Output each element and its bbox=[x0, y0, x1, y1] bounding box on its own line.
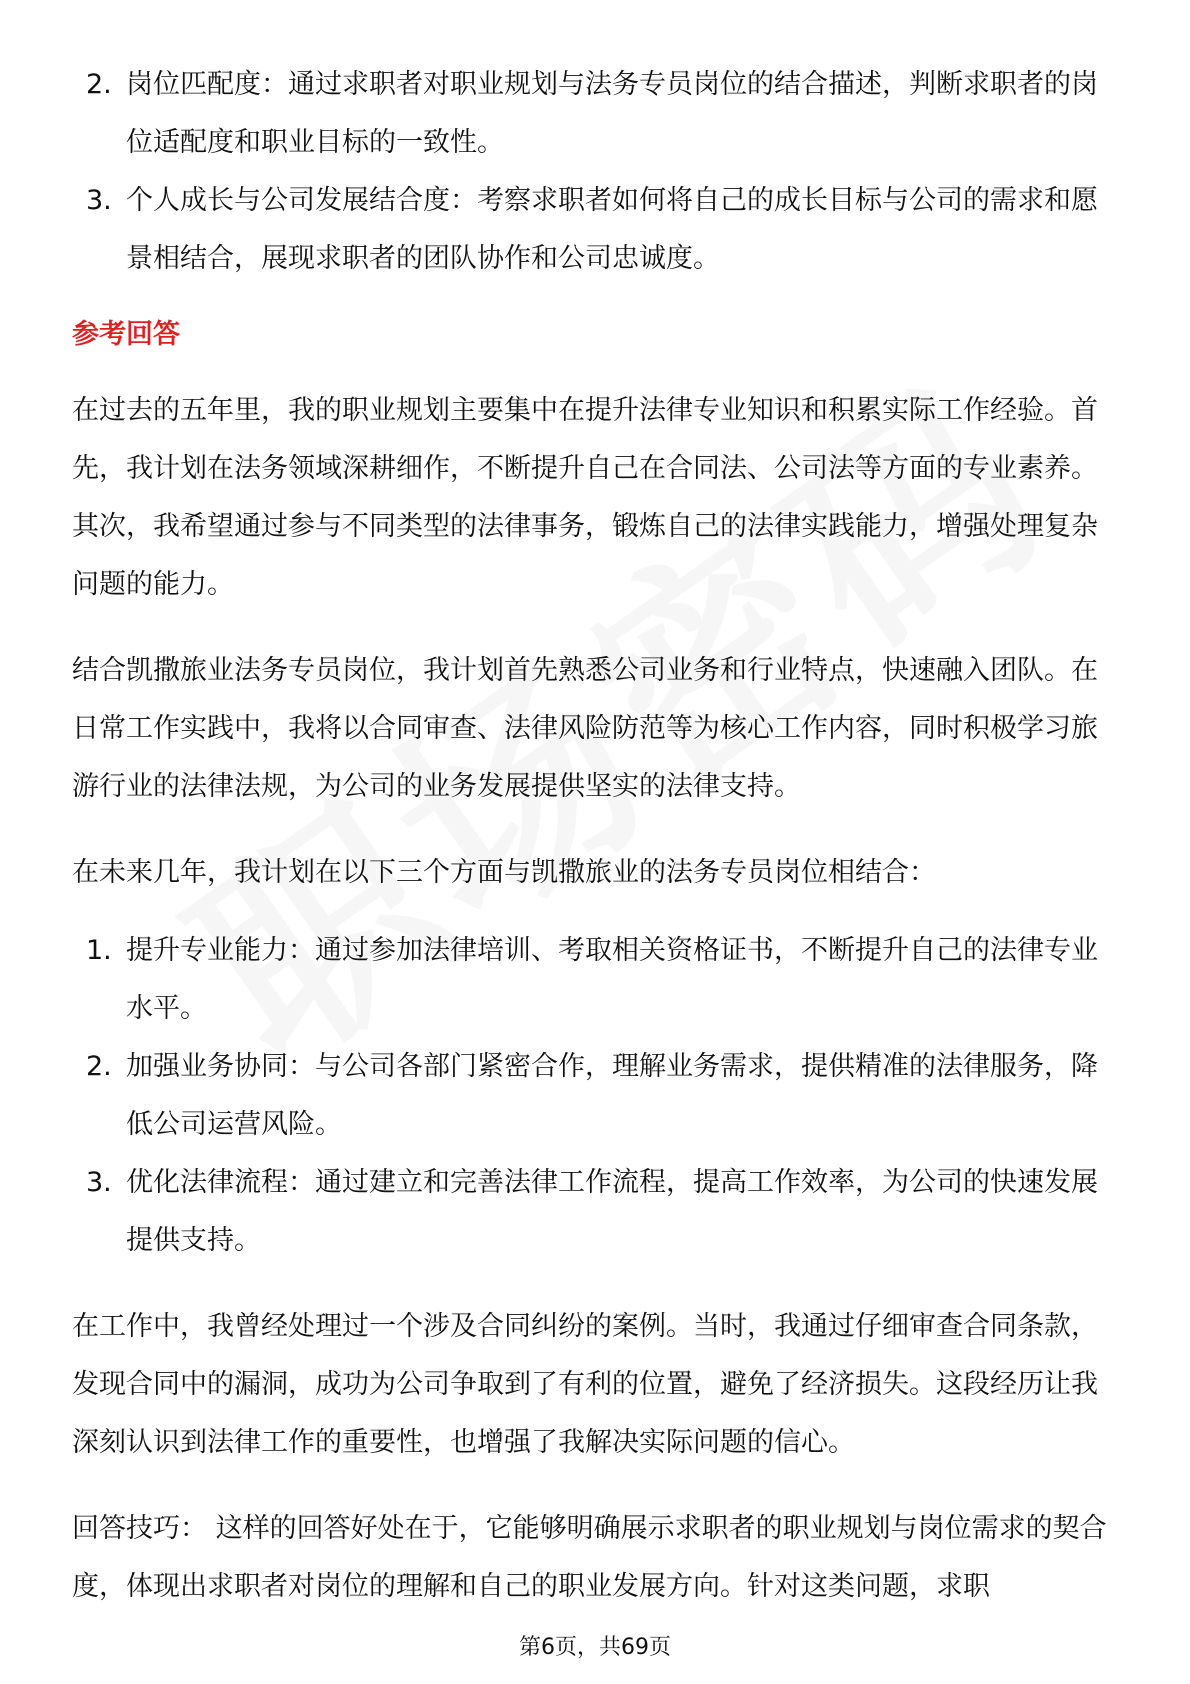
page-footer: 第6页，共69页 bbox=[519, 1635, 671, 1660]
paragraph: 在过去的五年里，我的职业规划主要集中在提升法律专业知识和积累实际工作经验。首先，我计划在法务领域深耕细作，不断提升自己在合同法、公司法等方面的专业素养。其次，我希望通过参与不同类型的法律事务，锻炼自己的法律实践能力，增强处理复杂问题的能力。 bbox=[72, 395, 1098, 600]
criteria-list bbox=[72, 56, 1122, 288]
document-content bbox=[72, 56, 1122, 1644]
list-number: 2. bbox=[86, 1051, 112, 1082]
list-item bbox=[72, 172, 1122, 288]
list-number: 3. bbox=[86, 185, 112, 216]
list-item bbox=[72, 1154, 1122, 1270]
paragraph: 在工作中，我曾经处理过一个涉及合同纠纷的案例。当时，我通过仔细审查合同条款，发现合同中的漏洞，成功为公司争取到了有利的位置，避免了经济损失。这段经历让我深刻认识到法律工作的重要性，也增强了我解决实际问题的信心。 bbox=[72, 1311, 1098, 1458]
list-text: 岗位匹配度：通过求职者对职业规划与法务专员岗位的结合描述，判断求职者的岗位适配度和职业目标的一致性。 bbox=[126, 69, 1098, 158]
section-heading: 参考回答 bbox=[72, 319, 180, 350]
list-item bbox=[72, 922, 1122, 1038]
list-number: 1. bbox=[86, 935, 112, 966]
paragraph: 在未来几年，我计划在以下三个方面与凯撒旅业的法务专员岗位相结合： bbox=[72, 857, 936, 888]
list-text: 个人成长与公司发展结合度：考察求职者如何将自己的成长目标与公司的需求和愿景相结合，展现求职者的团队协作和公司忠诚度。 bbox=[126, 185, 1098, 274]
list-item bbox=[72, 1038, 1122, 1154]
list-item bbox=[72, 56, 1122, 172]
list-text: 提升专业能力：通过参加法律培训、考取相关资格证书，不断提升自己的法律专业水平。 bbox=[126, 935, 1098, 1024]
paragraph: 回答技巧： 这样的回答好处在于，它能够明确展示求职者的职业规划与岗位需求的契合度，体现出求职者对岗位的理解和自己的职业发展方向。针对这类问题，求职 bbox=[72, 1513, 1107, 1602]
paragraph: 结合凯撒旅业法务专员岗位，我计划首先熟悉公司业务和行业特点，快速融入团队。在日常工作实践中，我将以合同审查、法律风险防范等为核心工作内容，同时积极学习旅游行业的法律法规，为公司的业务发展提供坚实的法律支持。 bbox=[72, 655, 1098, 802]
plan-list bbox=[72, 922, 1122, 1270]
list-text: 优化法律流程：通过建立和完善法律工作流程，提高工作效率，为公司的快速发展提供支持。 bbox=[126, 1167, 1098, 1256]
list-number: 2. bbox=[86, 69, 112, 100]
list-number: 3. bbox=[86, 1167, 112, 1198]
list-text: 加强业务协同：与公司各部门紧密合作，理解业务需求，提供精准的法律服务，降低公司运营风险。 bbox=[126, 1051, 1098, 1140]
